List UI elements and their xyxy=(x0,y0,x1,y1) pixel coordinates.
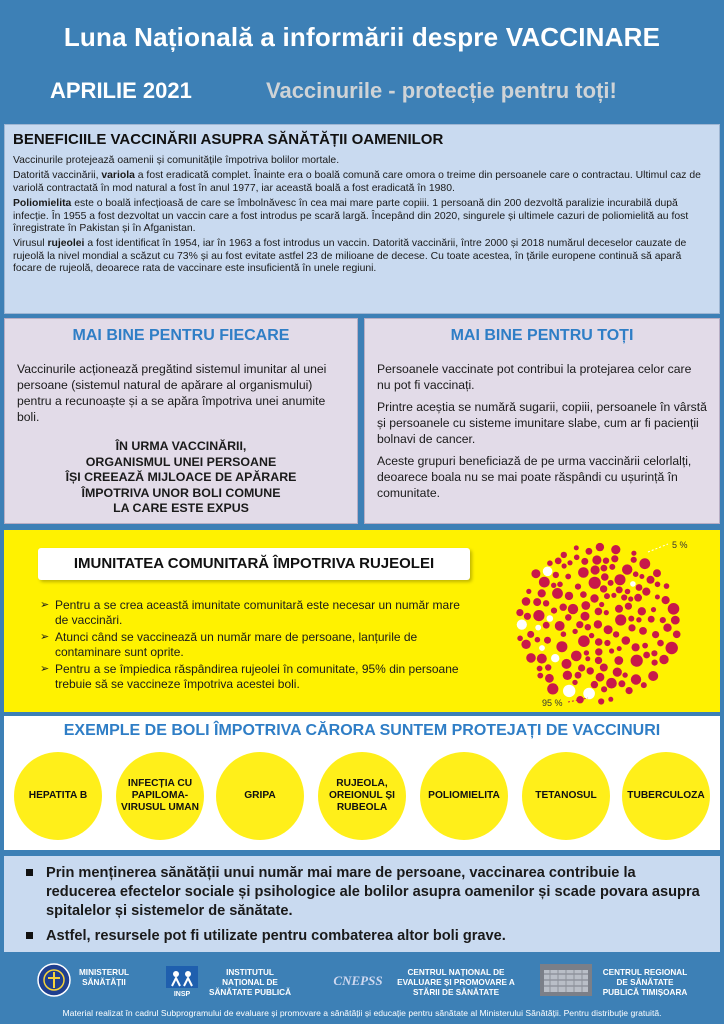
text-fragment: a fost eradicată complet. Înainte era o boală comună care omora o treime din persoanele care o contractau. Ultimul caz de variolă contractată în mod natural a fost în anul 1977, iar această boală a fost eradicată în 1980. xyxy=(13,170,701,194)
list-item xyxy=(40,662,470,692)
statement-line: ÎMPOTRIVA UNOR BOLI COMUNE xyxy=(81,485,281,500)
keyword-measles: rujeolei xyxy=(47,238,85,250)
list-item-text: Astfel, resursele pot fi utilizate pentru combaterea altor boli grave. xyxy=(46,928,506,944)
ministry-of-health-name: MINISTERUL SĂNĂTĂȚII xyxy=(78,968,130,987)
population-dot xyxy=(600,664,608,672)
population-dot xyxy=(636,584,643,591)
population-dot xyxy=(565,592,573,600)
population-dot xyxy=(592,555,601,564)
campaign-date: APRILIE 2021 xyxy=(50,78,192,103)
page-title: Luna Națională a informării despre VACCINARE xyxy=(63,22,661,52)
population-dot xyxy=(603,558,609,564)
population-dot xyxy=(653,569,661,577)
list-item-text: Pentru a se crea această imunitate comunitară este necesar un număr mare de vaccinări. xyxy=(55,598,460,627)
population-dot xyxy=(568,604,578,614)
population-dot xyxy=(647,576,655,584)
population-dot xyxy=(578,635,590,647)
herd-immunity-list xyxy=(40,598,470,694)
population-dot xyxy=(615,605,623,613)
population-dot xyxy=(673,631,681,639)
population-dot xyxy=(608,580,614,586)
population-dot xyxy=(666,642,678,654)
cnepss-mark: CNEPSS xyxy=(333,973,383,988)
population-dot xyxy=(652,660,658,666)
population-dot xyxy=(561,631,567,637)
list-item xyxy=(24,927,700,946)
population-dot xyxy=(659,655,668,664)
population-dot xyxy=(531,569,540,578)
disease-hepatitis-b: HEPATITA B xyxy=(14,752,102,840)
statement-line: ÎȘI CREEAZĂ MIJLOACE DE APĂRARE xyxy=(65,470,297,484)
population-dot xyxy=(522,597,531,606)
population-dot xyxy=(543,600,549,606)
unvaccinated-share-label: 5 % xyxy=(672,540,688,550)
benefits-section xyxy=(4,124,720,314)
population-dot xyxy=(598,698,604,704)
population-dot xyxy=(586,548,593,555)
cnepss-name: CENTRUL NAȚIONAL DE EVALUARE ȘI PROMOVARE A STĂRII DE SĂNĂTATE xyxy=(397,968,515,997)
population-dot xyxy=(642,643,648,649)
list-item-text: Pentru a se împiedica răspândirea rujeolei în comunitate, 95% din persoane trebuie să se vaccineze împotriva acestei boli. xyxy=(55,662,459,691)
population-dot xyxy=(552,588,563,599)
population-dot xyxy=(618,680,625,687)
text-fragment: a fost identificat în 1954, iar în 1963 a fost introdus un vaccin. Datorită vaccinării, între 2000 și 2018 numărul deceselor cauzate de rujeolă la nivel mondial a scăzut cu 73% și au fost evitate astfel 23 de milioane de decese. Cu toate acestea, în țările europene continuă să apară focare de rujeolă, deoarece rata de vaccinare este insuficientă în unele regiuni. xyxy=(13,238,687,275)
population-dot xyxy=(642,588,650,596)
population-dot xyxy=(630,581,636,587)
population-dot xyxy=(604,610,609,615)
population-dot xyxy=(590,594,598,602)
population-dot xyxy=(545,674,554,683)
population-dot xyxy=(547,560,553,566)
population-dot xyxy=(628,624,635,631)
population-dot xyxy=(663,624,671,632)
better-for-all-p3: Aceste grupuri beneficiază de pe urma vaccinării celorlalți, deoarece boala nu se mai poate răspândi cu ușurință în comunitate. xyxy=(377,454,692,500)
population-dot xyxy=(560,604,567,611)
population-dot xyxy=(622,672,627,677)
population-dot xyxy=(539,577,550,588)
disease-mmr: RUJEOLA, OREIONUL ȘI RUBEOLA xyxy=(318,752,406,840)
list-item xyxy=(40,630,470,660)
population-dot xyxy=(591,681,598,688)
insp-name: INSTITUTUL NAȚIONAL DE SĂNĂTATE PUBLICĂ xyxy=(208,968,292,997)
population-dot xyxy=(595,657,602,664)
population-dot xyxy=(616,586,623,593)
disease-flu: GRIPA xyxy=(216,752,304,840)
population-dot xyxy=(543,622,550,629)
population-dot xyxy=(660,617,666,623)
regional-center-building-icon xyxy=(538,962,594,998)
square-bullet-icon xyxy=(26,932,33,939)
population-dot xyxy=(553,572,559,578)
population-dot xyxy=(615,614,626,625)
population-dot xyxy=(585,656,590,661)
square-bullet-icon xyxy=(26,869,33,876)
population-dot xyxy=(537,673,543,679)
benefits-polio xyxy=(13,198,711,235)
vaccination-effect-statement xyxy=(17,439,345,517)
vaccinated-share-label: 95 % xyxy=(542,698,563,708)
population-dot xyxy=(526,653,536,663)
summary-section xyxy=(4,856,720,952)
examples-title: EXEMPLE DE BOLI ÎMPOTRIVA CĂRORA SUNTEM PROTEJAȚI DE VACCINURI xyxy=(63,722,661,739)
population-dot xyxy=(562,659,572,669)
ministry-of-health-logo-icon xyxy=(36,962,72,998)
population-dot xyxy=(551,583,556,588)
population-dot xyxy=(600,585,607,592)
population-dot xyxy=(641,682,647,688)
population-dot xyxy=(583,688,595,700)
population-dot xyxy=(551,654,559,662)
population-dot xyxy=(567,560,572,565)
population-dot xyxy=(613,631,619,637)
population-dot xyxy=(615,574,626,585)
campaign-tagline: Vaccinurile - protecție pentru toți! xyxy=(266,78,617,103)
population-dot xyxy=(551,608,557,614)
population-dot xyxy=(622,564,632,574)
population-dot xyxy=(562,563,567,568)
population-dot xyxy=(636,617,641,622)
population-dot xyxy=(565,614,572,621)
population-dot xyxy=(580,591,587,598)
better-for-all-title: MAI BINE PENTRU TOȚI xyxy=(450,327,634,344)
disease-tuberculosis: TUBERCULOZA xyxy=(622,752,710,840)
population-dot xyxy=(634,594,642,602)
population-dot xyxy=(555,558,562,565)
population-dot xyxy=(578,664,585,671)
better-for-each-title: MAI BINE PENTRU FIECARE xyxy=(72,327,290,344)
population-dot xyxy=(572,680,577,685)
population-dot xyxy=(581,558,588,565)
population-dot xyxy=(632,643,640,651)
population-dot xyxy=(584,650,589,655)
arrow-bullet-icon: ➢ xyxy=(40,599,50,611)
population-dot xyxy=(596,673,605,682)
population-dot xyxy=(538,589,546,597)
disease-tetanus: TETANOSUL xyxy=(522,752,610,840)
regional-center-name: CENTRUL REGIONAL DE SĂNĂTATE PUBLICĂ TIMIȘOARA xyxy=(602,968,688,997)
population-dot xyxy=(547,615,554,622)
population-dot xyxy=(604,640,610,646)
population-dot xyxy=(555,621,565,631)
population-dot xyxy=(655,582,661,588)
keyword-polio: Poliomielita xyxy=(13,198,72,210)
population-dot xyxy=(574,545,579,550)
header xyxy=(0,0,724,120)
population-dot xyxy=(662,596,670,604)
label-leader-line xyxy=(648,544,668,552)
text-fragment: Datorită vaccinării, xyxy=(13,170,102,182)
population-dot xyxy=(526,589,531,594)
population-dot xyxy=(655,595,660,600)
population-dot xyxy=(639,574,644,579)
population-dot xyxy=(547,683,558,694)
herd-immunity-dots-graphic xyxy=(508,532,708,712)
population-dot xyxy=(599,602,604,607)
statement-line: ORGANISMUL UNEI PERSOANE xyxy=(85,454,277,469)
population-dot xyxy=(565,574,571,580)
population-dot xyxy=(671,616,680,625)
population-dot xyxy=(521,640,530,649)
population-dot xyxy=(594,620,602,628)
population-dot xyxy=(625,603,632,610)
benefits-title: BENEFICIILE VACCINĂRII ASUPRA SĂNĂTĂȚII OAMENILOR xyxy=(13,131,444,148)
population-dot xyxy=(609,648,614,653)
population-dot xyxy=(563,685,575,697)
insp-mark: INSP xyxy=(173,991,191,998)
population-dot xyxy=(585,624,591,630)
population-dot xyxy=(639,558,650,569)
population-dot xyxy=(664,583,670,589)
statement-line: ÎN URMA VACCINĂRII, xyxy=(115,439,247,453)
population-dot xyxy=(537,654,547,664)
better-for-all-section xyxy=(364,318,720,524)
footer-note: Material realizat în cadrul Subprogramului de evaluare și promovare a sănătății și educație pentru sănătate al Ministerului Sănătății. Pentru distribuție gratuită. xyxy=(62,1008,662,1018)
text-fragment: este o boală infecțioasă de care se îmbolnăvesc în cea mai mare parte copiii. 1 persoană din 200 dezvoltă paralizie incurabilă după infecție. În 1955 a fost dezvoltat un vaccin care a fost introdus pe scară largă. Începând din 2020, singurele și ultimele cazuri de poliomielită au fost înregistrate în Pakistan și în Afganistan. xyxy=(13,198,689,235)
population-dot xyxy=(609,564,615,570)
population-dot xyxy=(543,567,553,577)
population-dot xyxy=(595,648,602,655)
population-dot xyxy=(613,668,622,677)
population-dot xyxy=(631,551,636,556)
population-dot xyxy=(631,655,643,667)
cnepss-logo-icon xyxy=(330,962,386,998)
population-dot xyxy=(631,557,637,563)
population-dot xyxy=(651,650,657,656)
keyword-smallpox: variola xyxy=(101,170,135,182)
population-dot xyxy=(631,674,641,684)
population-dot xyxy=(581,612,590,621)
population-dot xyxy=(517,620,527,630)
population-dot xyxy=(628,596,633,601)
population-dot xyxy=(648,616,655,623)
text-fragment: Virusul xyxy=(13,238,48,250)
population-dot xyxy=(628,616,634,622)
population-dot xyxy=(621,594,627,600)
population-dot xyxy=(537,666,543,672)
list-item-text: Prin menținerea sănătății unui număr mai mare de persoane, vaccinarea contribuie la reducerea efectelor sociale și psihologice ale bolilor asupra oamenilor și scade povara asupra spitalelor și sistemelor de sănătate. xyxy=(46,865,700,919)
population-dot xyxy=(516,609,523,616)
population-dot xyxy=(601,573,609,581)
statement-line: LA CARE ESTE EXPUS xyxy=(113,501,249,515)
population-dot xyxy=(591,565,600,574)
better-for-all-p1: Persoanele vaccinate pot contribui la protejarea celor care nu pot fi vaccinați. xyxy=(377,362,692,392)
population-dot xyxy=(596,543,604,551)
population-dot xyxy=(611,545,620,554)
population-dot xyxy=(625,589,631,595)
population-dot xyxy=(587,667,594,674)
population-dot xyxy=(633,571,639,577)
population-dot xyxy=(557,582,563,588)
disease-hpv: INFECȚIA CU PAPILOMA-VIRUSUL UMAN xyxy=(116,752,204,840)
population-dot xyxy=(545,664,551,670)
population-dot xyxy=(527,631,534,638)
population-dot xyxy=(614,656,623,665)
population-dot xyxy=(533,610,544,621)
population-dot xyxy=(601,565,608,572)
population-dot xyxy=(589,577,601,589)
population-dot xyxy=(578,567,589,578)
population-dot xyxy=(517,636,523,642)
population-dot xyxy=(652,631,659,638)
herd-immunity-title: IMUNITATEA COMUNITARĂ ÎMPOTRIVA RUJEOLEI xyxy=(38,548,470,580)
population-dot xyxy=(626,687,633,694)
arrow-bullet-icon: ➢ xyxy=(40,663,50,675)
population-dot xyxy=(617,646,622,651)
population-dot xyxy=(589,633,594,638)
disease-polio: POLIOMIELITA xyxy=(420,752,508,840)
population-dot xyxy=(668,603,680,615)
better-for-each-text: Vaccinurile acționează pregătind sistemul imunitar al unei persoane (sistemul natural de apărare al organismului) pentru a recunoaște și a se apăra împotriva unei anumite boli. xyxy=(17,362,327,424)
list-item xyxy=(24,864,700,921)
population-dot xyxy=(575,584,581,590)
population-dot xyxy=(572,629,577,634)
population-dot xyxy=(601,686,607,692)
population-dot xyxy=(581,601,590,610)
population-dot xyxy=(575,672,582,679)
population-dot xyxy=(533,598,541,606)
population-dot xyxy=(524,613,531,620)
better-for-each-section xyxy=(4,318,358,524)
benefits-smallpox xyxy=(13,170,711,195)
population-dot xyxy=(611,555,618,562)
population-dot xyxy=(563,671,572,680)
population-dot xyxy=(643,652,650,659)
population-dot xyxy=(638,607,646,615)
population-dot xyxy=(648,671,658,681)
population-dot xyxy=(561,552,567,558)
population-dot xyxy=(595,638,603,646)
population-dot xyxy=(556,641,567,652)
population-dot xyxy=(604,593,610,599)
population-dot xyxy=(611,593,616,598)
population-dot xyxy=(639,627,647,635)
population-dot xyxy=(535,637,541,643)
population-dot xyxy=(535,625,541,631)
population-dot xyxy=(657,640,664,647)
population-dots xyxy=(516,543,680,705)
population-dot xyxy=(539,645,545,651)
benefits-intro: Vaccinurile protejează oamenii și comunitățile împotriva bolilor mortale. xyxy=(13,155,340,166)
population-dot xyxy=(651,607,656,612)
population-dot xyxy=(604,625,613,634)
population-dot xyxy=(544,637,551,644)
population-dot xyxy=(622,636,631,645)
population-dot xyxy=(571,651,582,662)
better-for-all-p2: Printre aceștia se numără sugarii, copiii, persoanele în vârstă și persoanele cu sisteme imunitare slabe, cum ar fi pacienții bolnavi de cancer. xyxy=(377,400,707,446)
population-dot xyxy=(576,621,583,628)
population-dot xyxy=(595,608,603,616)
list-item-text: Atunci când se vaccinează un număr mare de persoane, lanțurile de contaminare sunt oprite. xyxy=(55,630,418,659)
insp-logo-icon xyxy=(162,962,202,998)
arrow-bullet-icon: ➢ xyxy=(40,631,50,643)
list-item xyxy=(40,598,470,628)
population-dot xyxy=(606,678,617,689)
population-dot xyxy=(608,697,613,702)
population-dot xyxy=(574,555,580,561)
benefits-measles xyxy=(13,238,711,275)
